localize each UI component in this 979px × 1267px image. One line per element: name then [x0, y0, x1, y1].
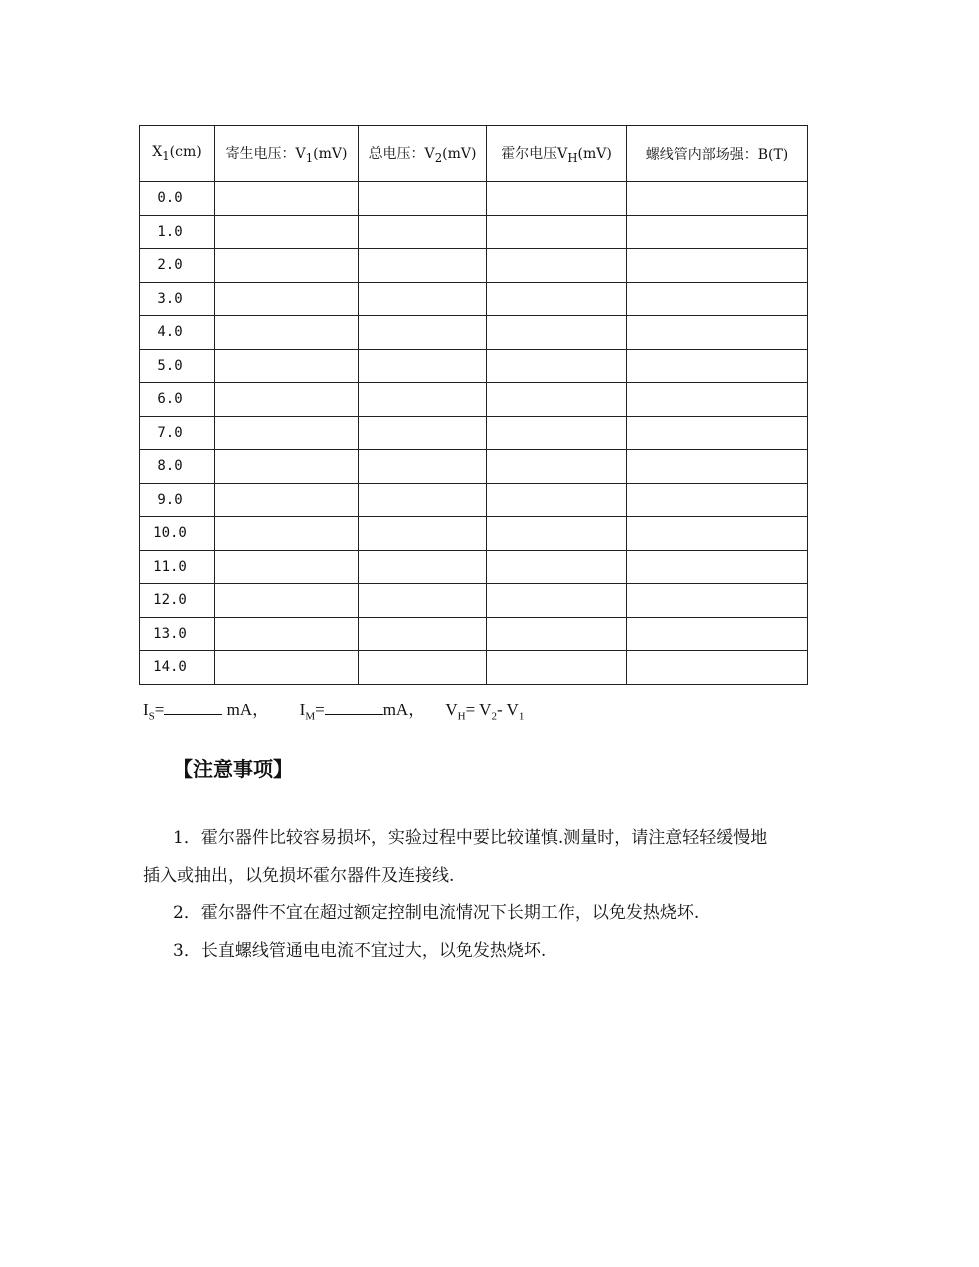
table-row: [140, 550, 808, 584]
x-value-cell: 0.0: [140, 182, 215, 216]
table-header-row: [140, 126, 808, 182]
v1-cell[interactable]: [215, 182, 359, 216]
v1-cell[interactable]: [215, 584, 359, 618]
vh-cell[interactable]: [487, 483, 627, 517]
vh-cell[interactable]: [487, 282, 627, 316]
v1-cell[interactable]: [215, 249, 359, 283]
vh-cell[interactable]: [487, 316, 627, 350]
v2-cell[interactable]: [359, 617, 487, 651]
b-cell[interactable]: [627, 550, 808, 584]
vh-cell[interactable]: [487, 416, 627, 450]
table-body: [140, 182, 808, 685]
v1-cell[interactable]: [215, 416, 359, 450]
note-item-2: 2．霍尔器件不宜在超过额定控制电流情况下长期工作，以免发热烧坏.: [173, 903, 700, 923]
vh-cell[interactable]: [487, 517, 627, 551]
im-blank: [325, 699, 383, 715]
b-cell[interactable]: [627, 215, 808, 249]
b-cell[interactable]: [627, 282, 808, 316]
x-value-cell: 4.0: [140, 316, 215, 350]
header-v1: 寄生电压：$V_1(mV)$: [215, 126, 359, 182]
table-row: [140, 584, 808, 618]
x-value-cell: 7.0: [140, 416, 215, 450]
header-v2: 总电压：$V_2(mV)$: [359, 126, 487, 182]
table-row: [140, 617, 808, 651]
v2-cell[interactable]: [359, 316, 487, 350]
table-row: [140, 249, 808, 283]
table-row: [140, 383, 808, 417]
v2-cell[interactable]: [359, 349, 487, 383]
v1-cell[interactable]: [215, 651, 359, 685]
vh-cell[interactable]: [487, 550, 627, 584]
v1-cell[interactable]: [215, 550, 359, 584]
formula-line: $I_S=$ mA， $I_M=$ mA， $V_H= V_2-$ $V_1$: [143, 700, 525, 723]
v1-cell[interactable]: [215, 316, 359, 350]
x-value-cell: 3.0: [140, 282, 215, 316]
vh-cell[interactable]: [487, 182, 627, 216]
v2-cell[interactable]: [359, 383, 487, 417]
x-value-cell: 1.0: [140, 215, 215, 249]
b-cell[interactable]: [627, 416, 808, 450]
b-cell[interactable]: [627, 450, 808, 484]
v2-cell[interactable]: [359, 651, 487, 685]
table-row: [140, 215, 808, 249]
header-vh: 霍尔电压$V_H(mV)$: [487, 126, 627, 182]
x-value-cell: 6.0: [140, 383, 215, 417]
note-item-3: 3．长直螺线管通电电流不宜过大，以免发热烧坏.: [173, 941, 547, 961]
table-row: [140, 349, 808, 383]
b-cell[interactable]: [627, 383, 808, 417]
header-b: 螺线管内部场强：B(T): [627, 126, 808, 182]
b-cell[interactable]: [627, 182, 808, 216]
vh-cell[interactable]: [487, 651, 627, 685]
b-cell[interactable]: [627, 617, 808, 651]
v2-cell[interactable]: [359, 182, 487, 216]
vh-cell[interactable]: [487, 584, 627, 618]
x-value-cell: 13.0: [140, 617, 215, 651]
v2-cell[interactable]: [359, 450, 487, 484]
v1-cell[interactable]: [215, 282, 359, 316]
v2-cell[interactable]: [359, 249, 487, 283]
table-row: [140, 517, 808, 551]
v2-cell[interactable]: [359, 416, 487, 450]
x-value-cell: 9.0: [140, 483, 215, 517]
measurement-table: [139, 125, 808, 685]
v1-cell[interactable]: [215, 483, 359, 517]
is-blank: [164, 699, 222, 715]
b-cell[interactable]: [627, 349, 808, 383]
table-row: [140, 182, 808, 216]
v2-cell[interactable]: [359, 517, 487, 551]
b-cell[interactable]: [627, 316, 808, 350]
x-value-cell: 14.0: [140, 651, 215, 685]
table-row: [140, 483, 808, 517]
v1-cell[interactable]: [215, 383, 359, 417]
header-x1: $X_1(cm)$: [140, 126, 215, 182]
x-value-cell: 10.0: [140, 517, 215, 551]
v2-cell[interactable]: [359, 282, 487, 316]
x-value-cell: 2.0: [140, 249, 215, 283]
table-row: [140, 651, 808, 685]
v2-cell[interactable]: [359, 550, 487, 584]
table-row: [140, 416, 808, 450]
table-row: [140, 282, 808, 316]
v1-cell[interactable]: [215, 617, 359, 651]
x-value-cell: 12.0: [140, 584, 215, 618]
b-cell[interactable]: [627, 651, 808, 685]
x-value-cell: 8.0: [140, 450, 215, 484]
note-item-1-line-2: 插入或抽出，以免损坏霍尔器件及连接线.: [143, 866, 455, 886]
vh-cell[interactable]: [487, 450, 627, 484]
vh-cell[interactable]: [487, 617, 627, 651]
v2-cell[interactable]: [359, 483, 487, 517]
vh-cell[interactable]: [487, 383, 627, 417]
x-value-cell: 5.0: [140, 349, 215, 383]
v1-cell[interactable]: [215, 450, 359, 484]
table-row: [140, 450, 808, 484]
vh-cell[interactable]: [487, 249, 627, 283]
b-cell[interactable]: [627, 584, 808, 618]
table-row: [140, 316, 808, 350]
v1-cell[interactable]: [215, 215, 359, 249]
vh-cell[interactable]: [487, 215, 627, 249]
b-cell[interactable]: [627, 517, 808, 551]
b-cell[interactable]: [627, 249, 808, 283]
v2-cell[interactable]: [359, 584, 487, 618]
v2-cell[interactable]: [359, 215, 487, 249]
x-value-cell: 11.0: [140, 550, 215, 584]
v1-cell[interactable]: [215, 349, 359, 383]
note-item-1-line-1: 1．霍尔器件比较容易损坏，实验过程中要比较谨慎.测量时，请注意轻轻缓慢地: [173, 828, 768, 848]
notes-heading: 【注意事项】: [173, 757, 293, 781]
vh-cell[interactable]: [487, 349, 627, 383]
v1-cell[interactable]: [215, 517, 359, 551]
b-cell[interactable]: [627, 483, 808, 517]
